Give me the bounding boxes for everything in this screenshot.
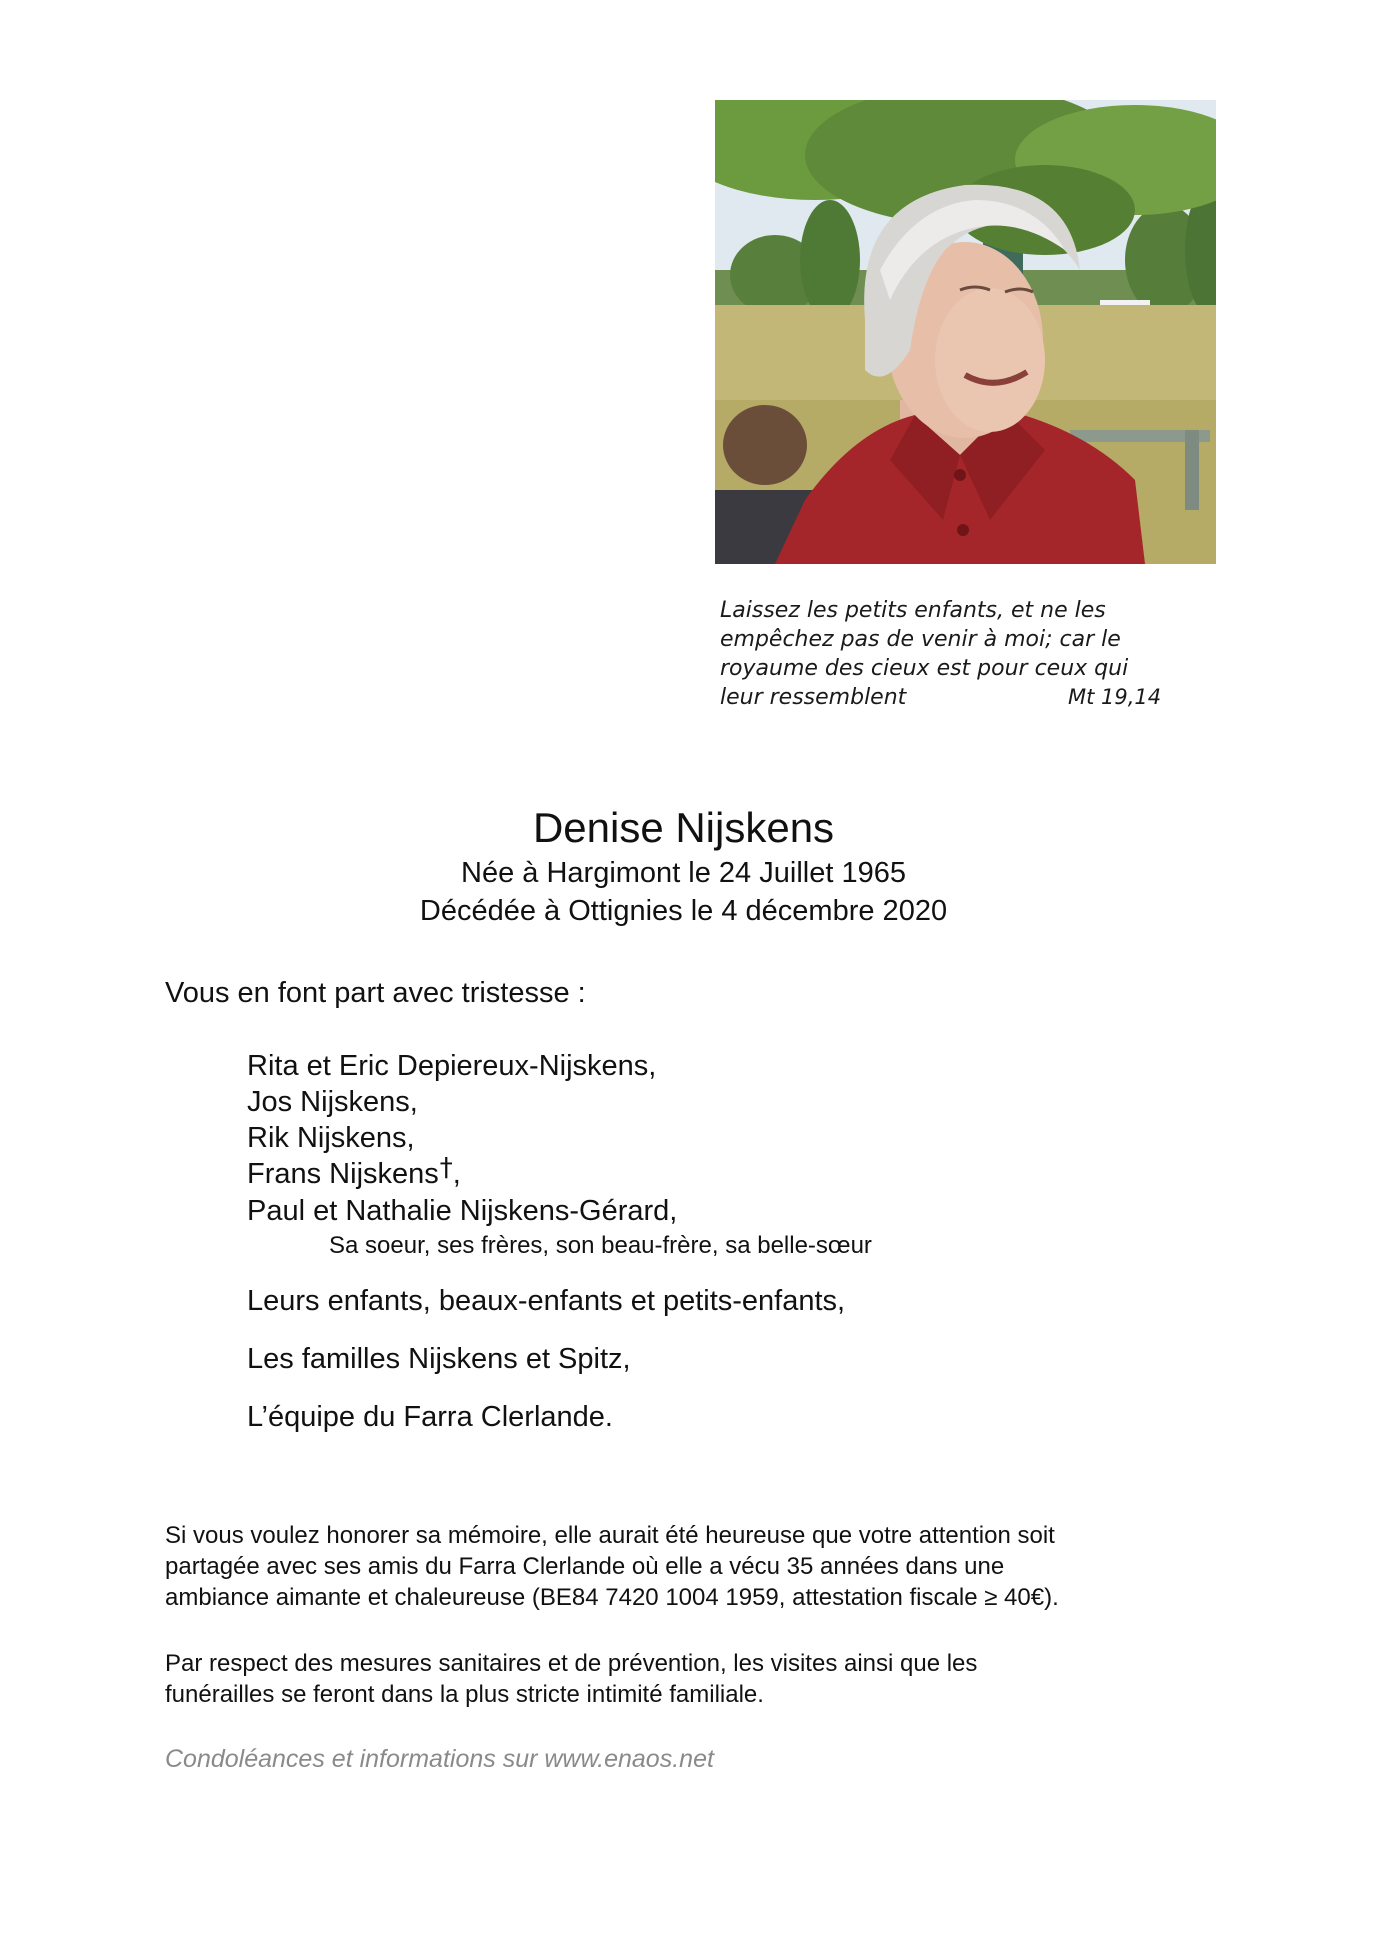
birth-line: Née à Hargimont le 24 Juillet 1965 bbox=[461, 857, 906, 889]
portrait-photo-illustration bbox=[715, 100, 1216, 564]
family-group: Leurs enfants, beaux-enfants et petits-enfants, bbox=[247, 1285, 846, 1317]
quote-line: leur ressemblent bbox=[720, 685, 907, 710]
memorial-line: Si vous voulez honorer sa mémoire, elle aurait été heureuse que votre attention soit bbox=[165, 1522, 1055, 1549]
family-member: Rita et Eric Depiereux-Nijskens, bbox=[247, 1050, 657, 1082]
family-member-name: Frans Nijskens bbox=[247, 1158, 439, 1190]
memorial-paragraph bbox=[165, 1520, 1265, 1613]
condolences-footer: Condoléances et informations sur www.enaos.net bbox=[165, 1745, 714, 1773]
deceased-header bbox=[0, 802, 1377, 930]
cross-icon: † bbox=[439, 1153, 453, 1183]
family-list bbox=[247, 1048, 872, 1435]
announcement-intro: Vous en font part avec tristesse : bbox=[165, 977, 586, 1009]
portrait-photo bbox=[715, 100, 1216, 564]
quote-line: Laissez les petits enfants, et ne les bbox=[720, 598, 1106, 623]
sanitary-line: Par respect des mesures sanitaires et de prévention, les visites ainsi que les bbox=[165, 1650, 978, 1677]
quote-line: empêchez pas de venir à moi; car le bbox=[720, 627, 1121, 652]
memorial-line: partagée avec ses amis du Farra Clerlande où elle a vécu 35 années dans une bbox=[165, 1553, 1005, 1580]
family-member: Jos Nijskens, bbox=[247, 1086, 418, 1118]
quote-reference: Mt 19,14 bbox=[1068, 685, 1162, 709]
family-member-suffix: , bbox=[452, 1158, 461, 1190]
family-member-deceased bbox=[247, 1153, 872, 1193]
sanitary-paragraph bbox=[165, 1648, 1265, 1710]
deceased-name: Denise Nijskens bbox=[532, 804, 835, 851]
sanitary-line: funérailles se feront dans la plus stricte intimité familiale. bbox=[165, 1681, 764, 1708]
family-group: Les familles Nijskens et Spitz, bbox=[247, 1343, 631, 1375]
family-group: L’équipe du Farra Clerlande. bbox=[247, 1401, 613, 1433]
quote-last-line bbox=[720, 683, 1190, 712]
family-member: Paul et Nathalie Nijskens-Gérard, bbox=[247, 1195, 678, 1227]
family-member: Rik Nijskens, bbox=[247, 1122, 415, 1154]
bible-quote bbox=[720, 596, 1190, 712]
family-relation: Sa soeur, ses frères, son beau-frère, sa belle-sœur bbox=[329, 1232, 872, 1259]
death-line: Décédée à Ottignies le 4 décembre 2020 bbox=[419, 895, 948, 927]
quote-line: royaume des cieux est pour ceux qui bbox=[720, 656, 1129, 681]
memorial-line: ambiance aimante et chaleureuse (BE84 7420 1004 1959, attestation fiscale ≥ 40€). bbox=[165, 1584, 1059, 1611]
